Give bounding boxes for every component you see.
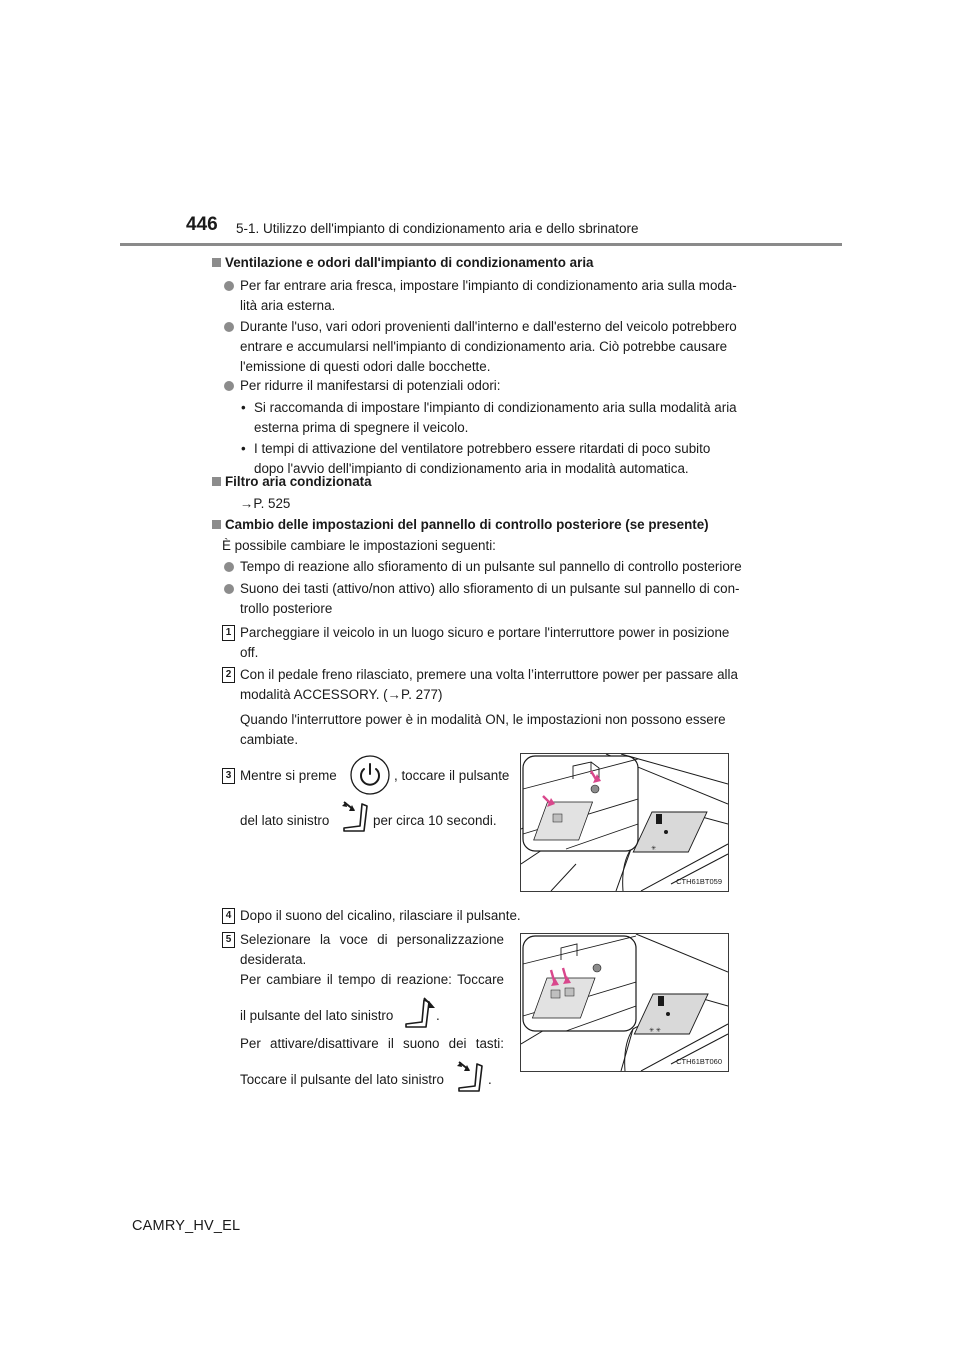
step-5-line-2: desiderata. bbox=[240, 952, 307, 967]
step-4-text: Dopo il suono del cicalino, rilasciare il pulsante. bbox=[240, 908, 521, 923]
step-number-1: 1 bbox=[222, 625, 235, 641]
sub-bullet-1-line-2: esterna prima di spegnere il veicolo. bbox=[254, 420, 469, 435]
ventilation-bullet-1-line-2: lità aria esterna. bbox=[240, 298, 336, 313]
page-number: 446 bbox=[186, 214, 218, 235]
sub-bullet-marker: • bbox=[241, 400, 246, 415]
step-number-3: 3 bbox=[222, 768, 235, 784]
sub-bullet-marker: • bbox=[241, 441, 246, 456]
heading-ventilation: Ventilazione e odori dall'impianto di condizionamento aria bbox=[212, 253, 594, 273]
figure-rear-panel-1 bbox=[520, 753, 729, 892]
square-marker-icon bbox=[212, 520, 221, 529]
step-number-5: 5 bbox=[222, 932, 235, 948]
step-2-note-line-1: Quando l'interruttore power è in modalità ON, le impostazioni non possono essere bbox=[240, 712, 726, 727]
rear-panel-bullet-2-line-1: Suono dei tasti (attivo/non attivo) allo sfioramento di un pulsante sul pannello di con- bbox=[240, 581, 740, 596]
ventilation-bullet-3: Per ridurre il manifestarsi di potenziali odori: bbox=[240, 378, 501, 393]
svg-text:✳: ✳ bbox=[651, 846, 657, 852]
step-5-line-1: Selezionare la voce di personalizzazione bbox=[240, 932, 504, 947]
figure-rear-panel-2 bbox=[520, 933, 729, 1072]
figure-1-code: CTH61BT059 bbox=[676, 877, 722, 886]
circle-bullet-icon bbox=[224, 562, 234, 572]
footer-model: CAMRY_HV_EL bbox=[132, 1218, 241, 1234]
rear-panel-bullet-2-line-2: trollo posteriore bbox=[240, 601, 333, 616]
square-marker-icon bbox=[212, 258, 221, 267]
section-title: 5-1. Utilizzo dell'impianto di condizionamento aria e dello sbrinatore bbox=[236, 221, 639, 236]
step-5-line-5: Per attivare/disattivare il suono dei tasti: bbox=[240, 1036, 504, 1051]
step-2-line-1: Con il pedale freno rilasciato, premere una volta l’interruttore power per passare alla bbox=[240, 667, 738, 682]
circle-bullet-icon bbox=[224, 381, 234, 391]
step-5-line-6-a: Toccare il pulsante del lato sinistro bbox=[240, 1072, 444, 1087]
step-2-line-2: modalità ACCESSORY. (→P. 277) bbox=[240, 687, 443, 702]
rear-panel-intro: È possibile cambiare le impostazioni seguenti: bbox=[222, 538, 496, 553]
square-marker-icon bbox=[212, 477, 221, 486]
figure-2-code: CTH61BT060 bbox=[676, 1057, 722, 1066]
rear-panel-bullet-1: Tempo di reazione allo sfioramento di un pulsante sul pannello di controllo posteriore bbox=[240, 559, 742, 574]
step-1-line-1: Parcheggiare il veicolo in un luogo sicuro e portare l'interruttore power in posizione bbox=[240, 625, 730, 640]
step-5-line-4-b: . bbox=[436, 1008, 440, 1023]
step-5-line-3: Per cambiare il tempo di reazione: Toccare bbox=[240, 972, 504, 987]
step-1-line-2: off. bbox=[240, 645, 259, 660]
filter-reference-link[interactable]: →P. 525 bbox=[240, 496, 291, 511]
ventilation-bullet-2-line-1: Durante l'uso, vari odori provenienti dall'interno e dall'esterno del veicolo potrebbero bbox=[240, 319, 737, 334]
seat-button-right-icon bbox=[400, 996, 436, 1035]
header-rule bbox=[120, 243, 842, 246]
step-3-line-2-b: per circa 10 secondi. bbox=[373, 813, 497, 828]
ventilation-bullet-2-line-2: entrare e accumularsi nell'impianto di condizionamento aria. Ciò potrebbe causare bbox=[240, 339, 728, 354]
step-3-line-1-b: , toccare il pulsante bbox=[394, 768, 510, 783]
circle-bullet-icon bbox=[224, 322, 234, 332]
step-5-line-6-b: . bbox=[488, 1072, 492, 1087]
circle-bullet-icon bbox=[224, 281, 234, 291]
step-number-2: 2 bbox=[222, 667, 235, 683]
sub-bullet-1-line-1: Si raccomanda di impostare l'impianto di condizionamento aria sulla modalità aria bbox=[254, 400, 737, 415]
svg-text:✳ ✳: ✳ ✳ bbox=[649, 1028, 661, 1034]
power-button-icon bbox=[349, 754, 391, 801]
heading-rear-panel: Cambio delle impostazioni del pannello di controllo posteriore (se presente) bbox=[212, 515, 709, 535]
circle-bullet-icon bbox=[224, 584, 234, 594]
step-number-4: 4 bbox=[222, 908, 235, 924]
heading-filter: Filtro aria condizionata bbox=[212, 472, 372, 492]
step-5-line-4-a: il pulsante del lato sinistro bbox=[240, 1008, 394, 1023]
seat-button-left-icon bbox=[338, 800, 370, 839]
ventilation-bullet-2-line-3: l'emissione di questi odori dalle bocchette. bbox=[240, 359, 491, 374]
sub-bullet-2-line-2: dopo l'avvio dell'impianto di condizionamento aria in modalità automatica. bbox=[254, 461, 689, 476]
sub-bullet-2-line-1: I tempi di attivazione del ventilatore potrebbero essere ritardati di poco subito bbox=[254, 441, 711, 456]
step-3-line-1-a: Mentre si preme bbox=[240, 768, 337, 783]
seat-button-left-icon bbox=[453, 1060, 485, 1099]
ventilation-bullet-1-line-1: Per far entrare aria fresca, impostare l'impianto di condizionamento aria sulla moda- bbox=[240, 278, 737, 293]
step-3-line-2-a: del lato sinistro bbox=[240, 813, 330, 828]
step-2-note-line-2: cambiate. bbox=[240, 732, 299, 747]
